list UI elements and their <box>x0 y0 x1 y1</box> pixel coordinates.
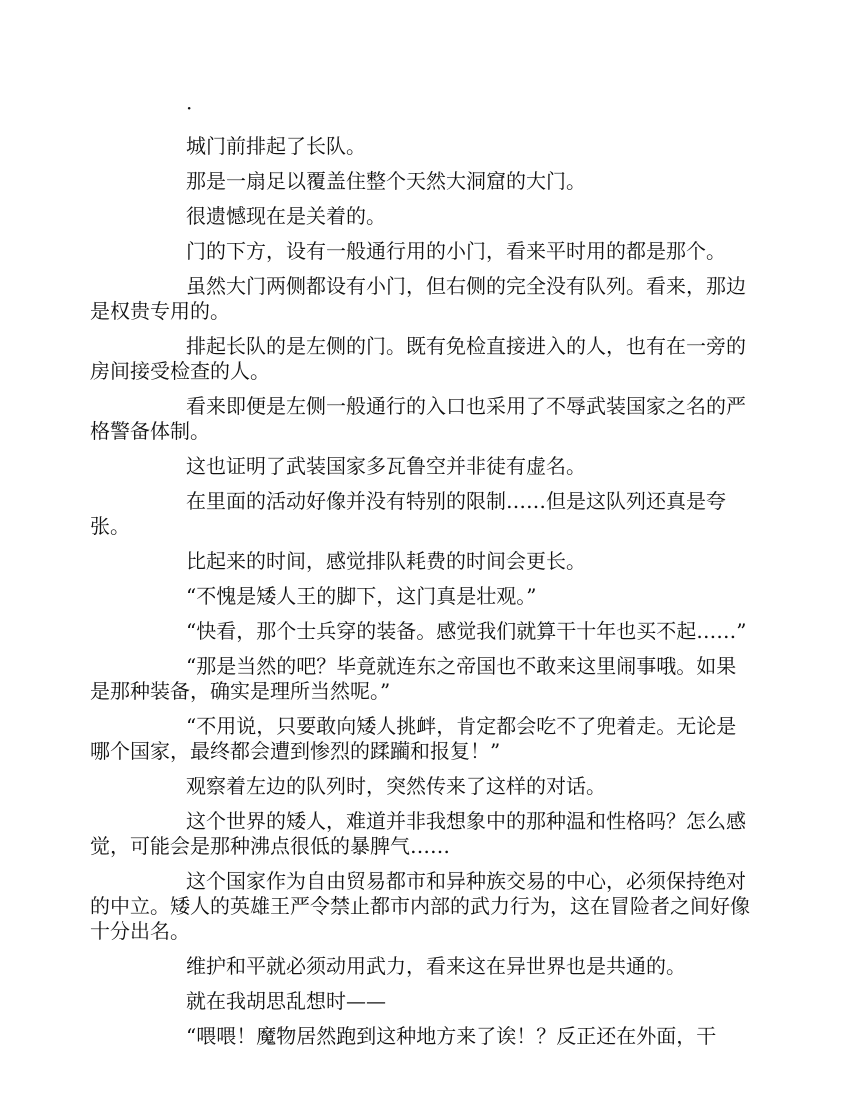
paragraph: 那是一扇足以覆盖住整个天然大洞窟的大门。 <box>186 169 586 193</box>
paragraph: 看来即便是左侧一般通行的入口也采用了不辱武装国家之名的严格警备体制。 <box>90 394 746 443</box>
paragraph: 这也证明了武装国家多瓦鲁空并非徒有虚名。 <box>186 454 586 478</box>
text-body <box>90 94 755 1059</box>
paragraph: 观察着左边的队列时，突然传来了这样的对话。 <box>186 774 606 798</box>
paragraph: 比起来的时间，感觉排队耗费的时间会更长。 <box>186 549 586 573</box>
leading-mark: · <box>186 96 193 120</box>
paragraph: 门的下方，设有一般通行用的小门，看来平时用的都是那个。 <box>186 239 726 263</box>
paragraph: “不用说，只要敢向矮人挑衅，肯定都会吃不了兜着走。无论是哪个国家，最终都会遭到惨烈的蹂躏和报复！” <box>90 714 737 763</box>
paragraph: 维护和平就必须动用武力，看来这在异世界也是共通的。 <box>186 954 686 978</box>
paragraph: 就在我胡思乱想时—— <box>186 989 386 1013</box>
paragraph: 城门前排起了长队。 <box>186 134 366 158</box>
paragraph: “喂喂！魔物居然跑到这种地方来了诶！？反正还在外面，干 <box>186 1024 717 1048</box>
paragraph: 这个国家作为自由贸易都市和异种族交易的中心，必须保持绝对的中立。矮人的英雄王严令禁止都市内部的武力行为，这在冒险者之间好像十分出名。 <box>90 869 750 943</box>
paragraph: “不愧是矮人王的脚下，这门真是壮观。” <box>186 584 537 608</box>
paragraph: 在里面的活动好像并没有特别的限制……但是这队列还真是夸张。 <box>90 489 726 538</box>
paragraph: 很遗憾现在是关着的。 <box>186 204 386 228</box>
paragraph: 虽然大门两侧都设有小门，但右侧的完全没有队列。看来，那边是权贵专用的。 <box>90 274 746 323</box>
paragraph: 这个世界的矮人，难道并非我想象中的那种温和性格吗？怎么感觉，可能会是那种沸点很低的暴脾气…… <box>90 809 746 858</box>
paragraph: “那是当然的吧？毕竟就连东之帝国也不敢来这里闹事哦。如果是那种装备，确实是理所当然呢。” <box>90 654 737 703</box>
paragraph: “快看，那个士兵穿的装备。感觉我们就算干十年也买不起……” <box>186 619 747 643</box>
paragraph: 排起长队的是左侧的门。既有免检直接进入的人，也有在一旁的房间接受检查的人。 <box>90 334 746 383</box>
